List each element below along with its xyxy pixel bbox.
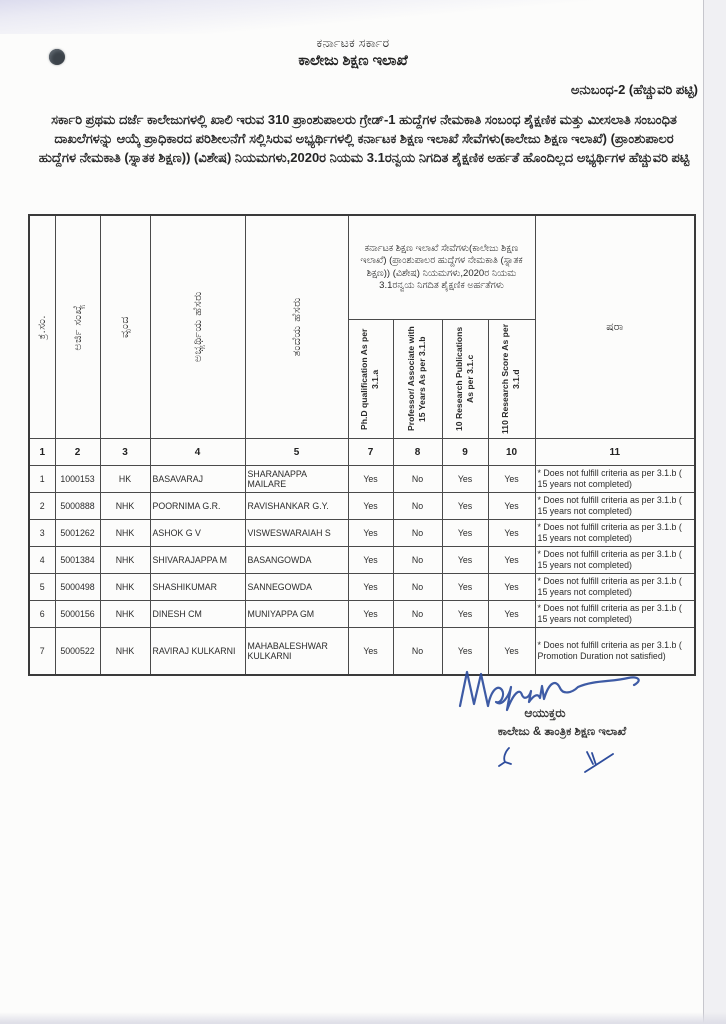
header-publications: 10 Research Publications As per 3.1.c xyxy=(442,320,488,439)
cell-father-name: MUNIYAPPA GM xyxy=(245,601,348,628)
cell-cadre: HK xyxy=(100,466,150,493)
cell-candidate-name: SHASHIKUMAR xyxy=(150,574,245,601)
cell-remarks: * Does not fulfill criteria as per 3.1.b ( Promotion Duration not satisfied) xyxy=(535,628,695,676)
cell-candidate-name: RAVIRAJ KULKARNI xyxy=(150,628,245,676)
cell-professor-15y: No xyxy=(393,520,442,547)
scan-bottom-edge xyxy=(0,1012,726,1024)
header-serial: ಕ್ರ.ಸಂ. xyxy=(29,215,55,439)
cell-cadre: NHK xyxy=(100,574,150,601)
cell-phd: Yes xyxy=(348,574,393,601)
cell-professor-15y: No xyxy=(393,493,442,520)
cell-cadre: NHK xyxy=(100,601,150,628)
header-remarks: ಷರಾ xyxy=(535,215,695,439)
cell-father-name: BASANGOWDA xyxy=(245,547,348,574)
scan-edge-tint xyxy=(0,0,726,34)
cell-research-score: Yes xyxy=(488,601,535,628)
cell-research-score: Yes xyxy=(488,574,535,601)
cell-candidate-name: POORNIMA G.R. xyxy=(150,493,245,520)
cell-application-no: 5000156 xyxy=(55,601,100,628)
header-father-name: ತಂದೆಯ ಹೆಸರು xyxy=(245,215,348,439)
cell-phd: Yes xyxy=(348,466,393,493)
table-row xyxy=(29,493,695,520)
cell-professor-15y: No xyxy=(393,574,442,601)
cell-publications: Yes xyxy=(442,493,488,520)
scan-right-edge xyxy=(703,0,726,1024)
cell-phd: Yes xyxy=(348,547,393,574)
cell-remarks: * Does not fulfill criteria as per 3.1.b ( 15 years not completed) xyxy=(535,493,695,520)
cell-cadre: NHK xyxy=(100,547,150,574)
department-title: ಕಾಲೇಜು ಶಿಕ್ಷಣ ಇಲಾಖೆ xyxy=(298,53,408,69)
column-number-cell: 8 xyxy=(393,439,442,466)
cell-father-name: RAVISHANKAR G.Y. xyxy=(245,493,348,520)
annexure-label: ಅನುಬಂಧ-2 (ಹೆಚ್ಚುವರಿ ಪಟ್ಟಿ) xyxy=(570,82,698,97)
table-head-rows xyxy=(29,215,695,466)
table-row xyxy=(29,466,695,493)
cell-publications: Yes xyxy=(442,601,488,628)
cell-father-name: MAHABALESHWAR KULKARNI xyxy=(245,628,348,676)
cell-father-name: SHARANAPPA MAILARE xyxy=(245,466,348,493)
cell-candidate-name: BASAVARAJ xyxy=(150,466,245,493)
header-phd: Ph.D qualification As per 3.1.a xyxy=(348,320,393,439)
cell-phd: Yes xyxy=(348,493,393,520)
cell-professor-15y: No xyxy=(393,466,442,493)
cell-serial: 4 xyxy=(29,547,55,574)
cell-serial: 7 xyxy=(29,628,55,676)
cell-research-score: Yes xyxy=(488,628,535,676)
cell-application-no: 5000498 xyxy=(55,574,100,601)
government-title: ಕರ್ನಾಟಕ ಸರ್ಕಾರ xyxy=(316,36,390,50)
table-row xyxy=(29,574,695,601)
cell-application-no: 5000522 xyxy=(55,628,100,676)
column-number-cell: 9 xyxy=(442,439,488,466)
cell-application-no: 5001384 xyxy=(55,547,100,574)
cell-application-no: 1000153 xyxy=(55,466,100,493)
header-candidate-name: ಅಭ್ಯರ್ಥಿಯ ಹೆಸರು xyxy=(150,215,245,439)
cell-remarks: * Does not fulfill criteria as per 3.1.b ( 15 years not completed) xyxy=(535,520,695,547)
column-number-cell: 1 xyxy=(29,439,55,466)
pen-mark-right xyxy=(575,750,617,776)
cell-phd: Yes xyxy=(348,628,393,676)
cell-phd: Yes xyxy=(348,520,393,547)
cell-publications: Yes xyxy=(442,574,488,601)
cell-father-name: VISWESWARAIAH S xyxy=(245,520,348,547)
cell-professor-15y: No xyxy=(393,547,442,574)
cell-cadre: NHK xyxy=(100,520,150,547)
cell-remarks: * Does not fulfill criteria as per 3.1.b ( 15 years not completed) xyxy=(535,574,695,601)
intro-paragraph: ಸರ್ಕಾರಿ ಪ್ರಥಮ ದರ್ಜೆ ಕಾಲೇಜುಗಳಲ್ಲಿ ಖಾಲಿ ಇರುವ 310 ಪ್ರಾಂಶುಪಾಲರು ಗ್ರೇಡ್-1 ಹುದ್ದೆಗಳ ನೇಮಕಾತಿ ಸಂಬಂಧ ಶೈಕ್ಷಣಿಕ ಮತ್ತು ಮೀಸಲಾತಿ ಸಂಬಂಧಿತ ದಾಖಲೆಗಳನ್ನು ಆಯ್ಕೆ ಪ್ರಾಧಿಕಾರದ ಪರಿಶೀಲನೆಗೆ ಸಲ್ಲಿಸಿರುವ ಅಭ್ಯರ್ಥಿಗಳಲ್ಲಿ ಕರ್ನಾಟಕ ಶಿಕ್ಷಣ ಇಲಾಖೆ ಸೇವೆಗಳು(ಕಾಲೇಜು ಶಿಕ್ಷಣ ಇಲಾಖೆ) (ಪ್ರಾಂಶುಪಾಲರ ಹುದ್ದೆಗಳ ನೇಮಕಾತಿ (ಸ್ನಾತಕ ಶಿಕ್ಷಣ)) (ವಿಶೇಷ) ನಿಯಮಗಳು,2020ರ ನಿಯಮ 3.1ರನ್ವಯ ನಿಗದಿತ ಶೈಕ್ಷಣಿಕ ಅರ್ಹತೆ ಹೊಂದಿಲ್ಲದ ಅಭ್ಯರ್ಥಿಗಳ ಹೆಚ್ಚುವರಿ ಪಟ್ಟಿ xyxy=(38,112,690,165)
cell-research-score: Yes xyxy=(488,547,535,574)
cell-serial: 3 xyxy=(29,520,55,547)
header-research-score: 110 Research Score As per 3.1.d xyxy=(488,320,535,439)
column-number-cell: 4 xyxy=(150,439,245,466)
cell-application-no: 5000888 xyxy=(55,493,100,520)
cell-serial: 5 xyxy=(29,574,55,601)
table-row xyxy=(29,547,695,574)
cell-professor-15y: No xyxy=(393,601,442,628)
table-body xyxy=(29,466,695,676)
cell-serial: 1 xyxy=(29,466,55,493)
cell-remarks: * Does not fulfill criteria as per 3.1.b ( 15 years not completed) xyxy=(535,547,695,574)
cell-publications: Yes xyxy=(442,547,488,574)
column-number-cell: 2 xyxy=(55,439,100,466)
column-number-cell: 7 xyxy=(348,439,393,466)
column-number-cell: 10 xyxy=(488,439,535,466)
cell-candidate-name: DINESH CM xyxy=(150,601,245,628)
cell-research-score: Yes xyxy=(488,493,535,520)
cell-publications: Yes xyxy=(442,520,488,547)
cell-cadre: NHK xyxy=(100,493,150,520)
column-number-cell: 5 xyxy=(245,439,348,466)
column-number-row xyxy=(29,439,695,466)
cell-research-score: Yes xyxy=(488,520,535,547)
candidates-table xyxy=(28,214,696,676)
cell-publications: Yes xyxy=(442,466,488,493)
header-cadre: ವೃಂದ xyxy=(100,215,150,439)
table-row xyxy=(29,520,695,547)
cell-serial: 6 xyxy=(29,601,55,628)
cell-application-no: 5001262 xyxy=(55,520,100,547)
column-number-cell: 11 xyxy=(535,439,695,466)
cell-remarks: * Does not fulfill criteria as per 3.1.b ( 15 years not completed) xyxy=(535,601,695,628)
cell-remarks: * Does not fulfill criteria as per 3.1.b ( 15 years not completed) xyxy=(535,466,695,493)
cell-publications: Yes xyxy=(442,628,488,676)
cell-phd: Yes xyxy=(348,601,393,628)
cell-candidate-name: SHIVARAJAPPA M xyxy=(150,547,245,574)
header-application-no: ಅರ್ಜಿ ಸಂಖ್ಯೆ xyxy=(55,215,100,439)
column-number-cell: 3 xyxy=(100,439,150,466)
header-qualification-group: ಕರ್ನಾಟಕ ಶಿಕ್ಷಣ ಇಲಾಖೆ ಸೇವೆಗಳು(ಕಾಲೇಜು ಶಿಕ್ಷಣ ಇಲಾಖೆ) (ಪ್ರಾಂಶುಪಾಲರ ಹುದ್ದೆಗಳ ನೇಮಕಾತಿ (ಸ್ನಾತಕ ಶಿಕ್ಷಣ)) (ವಿಶೇಷ) ನಿಯಮಗಳು,2020ರ ನಿಯಮ 3.1ರನ್ವಯ ನಿಗದಿತ ಶೈಕ್ಷಣಿಕ ಅರ್ಹತೆಗಳು xyxy=(348,215,535,320)
cell-serial: 2 xyxy=(29,493,55,520)
signatory-department: ಕಾಲೇಜು & ತಾಂತ್ರಿಕ ಶಿಕ್ಷಣ ಇಲಾಖೆ xyxy=(497,726,627,738)
header-professor-15y: Professor/ Associate with 15 Years As per 3.1.b xyxy=(393,320,442,439)
signatory-title: ಆಯುಕ್ತರು xyxy=(524,706,566,720)
cell-candidate-name: ASHOK G V xyxy=(150,520,245,547)
table-row xyxy=(29,601,695,628)
cell-father-name: SANNEGOWDA xyxy=(245,574,348,601)
cell-research-score: Yes xyxy=(488,466,535,493)
cell-professor-15y: No xyxy=(393,628,442,676)
pen-mark-left xyxy=(495,746,525,770)
cell-cadre: NHK xyxy=(100,628,150,676)
